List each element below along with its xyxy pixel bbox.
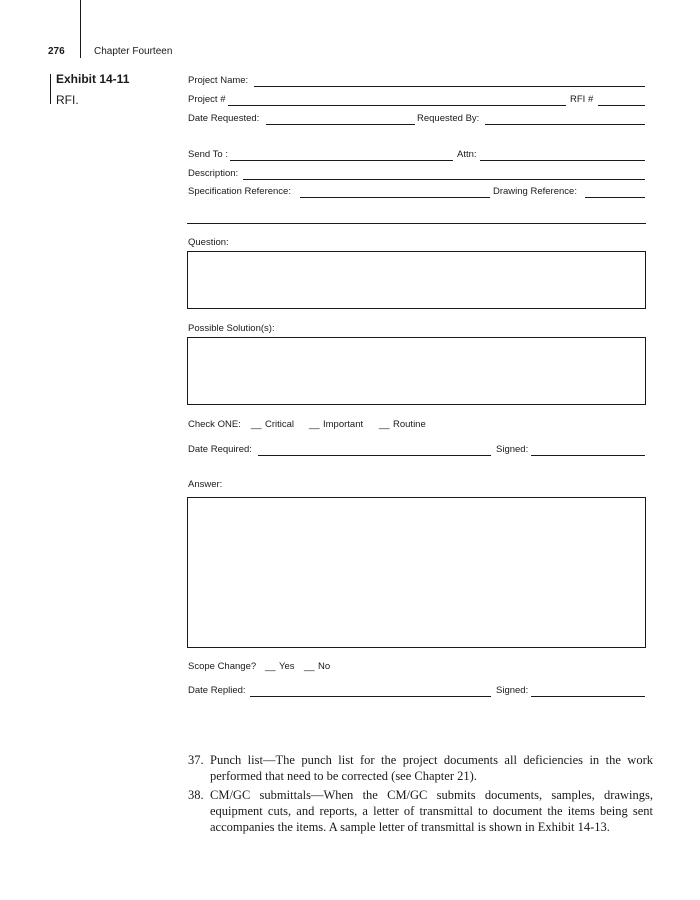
exhibit-caption: RFI. — [56, 93, 79, 107]
send-to-label: Send To : — [188, 149, 228, 160]
question-box[interactable] — [187, 251, 646, 309]
date-replied-field[interactable] — [250, 696, 491, 697]
important-label: Important — [323, 419, 364, 430]
routine-checkbox[interactable]: __ — [379, 419, 390, 430]
requested-by-label: Requested By: — [417, 113, 480, 124]
section-divider — [187, 223, 646, 224]
description-field[interactable] — [243, 179, 645, 180]
page-number: 276 — [48, 46, 65, 57]
signed-label-2: Signed: — [496, 685, 529, 696]
header-top-rule — [80, 0, 81, 58]
signed-label-1: Signed: — [496, 444, 529, 455]
drawing-reference-label: Drawing Reference: — [493, 186, 577, 197]
rfi-number-field[interactable] — [598, 105, 645, 106]
rfi-number-label: RFI # — [570, 94, 594, 105]
list-item-text: Punch list—The punch list for the project documents all deficiencies in the work performed that need to be corrected (see Chapter 21). — [210, 753, 653, 783]
list-item-punch-list — [188, 752, 653, 784]
check-one-label: Check ONE: — [188, 419, 241, 430]
attn-field[interactable] — [480, 160, 645, 161]
answer-box[interactable] — [187, 497, 646, 648]
chapter-title: Chapter Fourteen — [94, 46, 173, 57]
important-checkbox[interactable]: __ — [309, 419, 320, 430]
date-required-field[interactable] — [258, 455, 491, 456]
scope-yes-checkbox[interactable]: __ — [265, 661, 276, 672]
requested-by-field[interactable] — [485, 124, 645, 125]
scope-no-label: No — [318, 661, 331, 672]
routine-label: Routine — [393, 419, 426, 430]
spec-reference-label: Specification Reference: — [188, 186, 291, 197]
description-label: Description: — [188, 168, 239, 179]
question-label: Question: — [188, 237, 229, 248]
possible-solutions-label: Possible Solution(s): — [188, 323, 275, 334]
exhibit-label: Exhibit 14-11 — [56, 72, 130, 86]
date-replied-label: Date Replied: — [188, 685, 246, 696]
scope-change-label: Scope Change? — [188, 661, 257, 672]
possible-solutions-box[interactable] — [187, 337, 646, 405]
signed-field-1[interactable] — [531, 455, 645, 456]
send-to-field[interactable] — [230, 160, 453, 161]
project-number-label: Project # — [188, 94, 226, 105]
project-number-field[interactable] — [228, 105, 566, 106]
answer-label: Answer: — [188, 479, 223, 490]
project-name-field[interactable] — [254, 86, 645, 87]
attn-label: Attn: — [457, 149, 477, 160]
list-item-number: 38. — [188, 788, 204, 802]
exhibit-marker-bar — [50, 74, 51, 104]
scope-yes-label: Yes — [279, 661, 295, 672]
signed-field-2[interactable] — [531, 696, 645, 697]
critical-checkbox[interactable]: __ — [251, 419, 262, 430]
date-requested-label: Date Requested: — [188, 113, 260, 124]
list-item-submittals — [188, 787, 653, 835]
drawing-reference-field[interactable] — [585, 197, 645, 198]
scope-no-checkbox[interactable]: __ — [304, 661, 315, 672]
spec-reference-field[interactable] — [300, 197, 490, 198]
project-name-label: Project Name: — [188, 75, 249, 86]
list-item-text: CM/GC submittals—When the CM/GC submits documents, samples, drawings, equipment cuts, and reports, a letter of transmittal to document the items being sent accompanies the items. A sample letter of transmittal is shown in Exhibit 14-13. — [210, 788, 653, 834]
date-requested-field[interactable] — [266, 124, 415, 125]
critical-label: Critical — [265, 419, 295, 430]
date-required-label: Date Required: — [188, 444, 252, 455]
list-item-number: 37. — [188, 753, 204, 767]
